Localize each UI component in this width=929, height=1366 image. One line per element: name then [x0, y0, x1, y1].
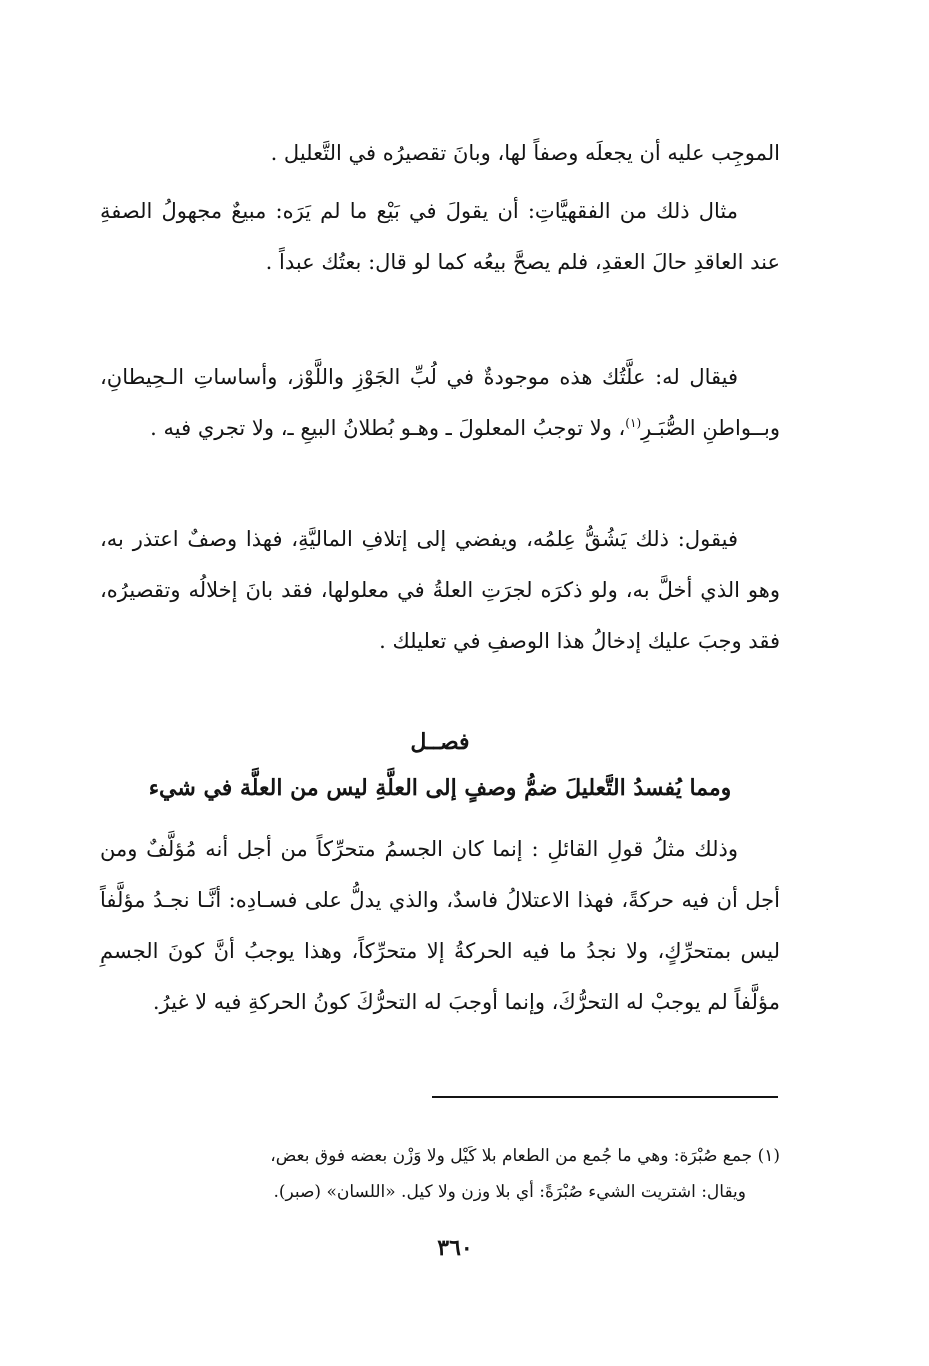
paragraph-1-text: الموجِب عليه أن يجعلَه وصفاً لها، وبانَ تقصيرُه في التَّعليل . — [270, 141, 780, 165]
footnote-reference: (١) — [625, 416, 642, 430]
paragraph-4 — [100, 514, 780, 667]
paragraph-2 — [100, 186, 780, 288]
paragraph-5-text: وذلك مثلُ قولِ القائلِ : إنما كان الجسمُ متحرِّكاً من أجل أنه مُؤلَّفٌ ومن أجل أن فيه حركةً، فهذا الاعتلالُ فاسدٌ، والذي يدلُّ على فسـادِه: أنَّـا نجـدُ مؤلَّفاً ليس بمتحرِّكٍ، ولا نجدُ ما فيه الحركةُ إلا متحرِّكاً، وهذا يوجبُ أنَّ كونَ الجسمِ مؤلَّفاً لم يوجبْ له التحرُّكَ، وإنما أوجبَ له التحرُّكَ كونُ الحركةِ فيه لا غيرُ. — [100, 837, 780, 1014]
paragraph-3 — [100, 352, 780, 454]
paragraph-3-text-after: ، ولا توجبُ المعلولَ ـ وهـو بُطلانُ البيعِ ـ، ولا تجري فيه . — [150, 416, 626, 440]
paragraph-5 — [100, 824, 780, 1028]
section-title: ومما يُفسدُ التَّعليلَ ضمُّ وصفٍ إلى العلَّةِ ليس من العلَّة في شيء — [148, 775, 732, 801]
paragraph-1 — [100, 128, 780, 179]
paragraph-3-text-before: فيقال له: علَّتُك هذه موجودةٌ في لُبِّ الجَوْزِ واللَّوْز، وأساساتِ الـحِيطانِ، وبــواطنِ الصُّبَـرِ — [100, 365, 780, 440]
footnote-divider — [432, 1096, 778, 1098]
paragraph-4-text: فيقول: ذلك يَشُقُّ عِلمُه، ويفضي إلى إتلافِ الماليَّةِ، فهذا وصفٌ اعتذر به، وهو الذي أخلَّ به، ولو ذكرَه لجرَتِ العلةُ في معلولها، فقد بانَ إخلالُه وتقصيرُه، فقد وجبَ عليك إدخالُ هذا الوصفِ في تعليلك . — [100, 527, 780, 653]
footnote — [100, 1138, 780, 1210]
footnote-line-1: (١) جمع صُبْرَة: وهي ما جُمع من الطعام بلا كَيْل ولا وَزْن بعضه فوق بعض، — [270, 1146, 780, 1166]
footnote-line-2: ويقال: اشتريت الشيء صُبْرَةً: أي بلا وزن ولا كيل. «اللسان» (صبر). — [273, 1182, 746, 1202]
paragraph-2-text: مثال ذلك من الفقهيَّاتِ: أن يقولَ في بَيْع ما لم يَرَه: مبيعٌ مجهولُ الصفةِ عند العاقدِ حالَ العقدِ، فلم يصحَّ بيعُه كما لو قال: بعتُك عبداً . — [100, 199, 780, 274]
page-number: ٣٦٠ — [437, 1235, 473, 1261]
section-heading: فصــل — [410, 729, 470, 755]
